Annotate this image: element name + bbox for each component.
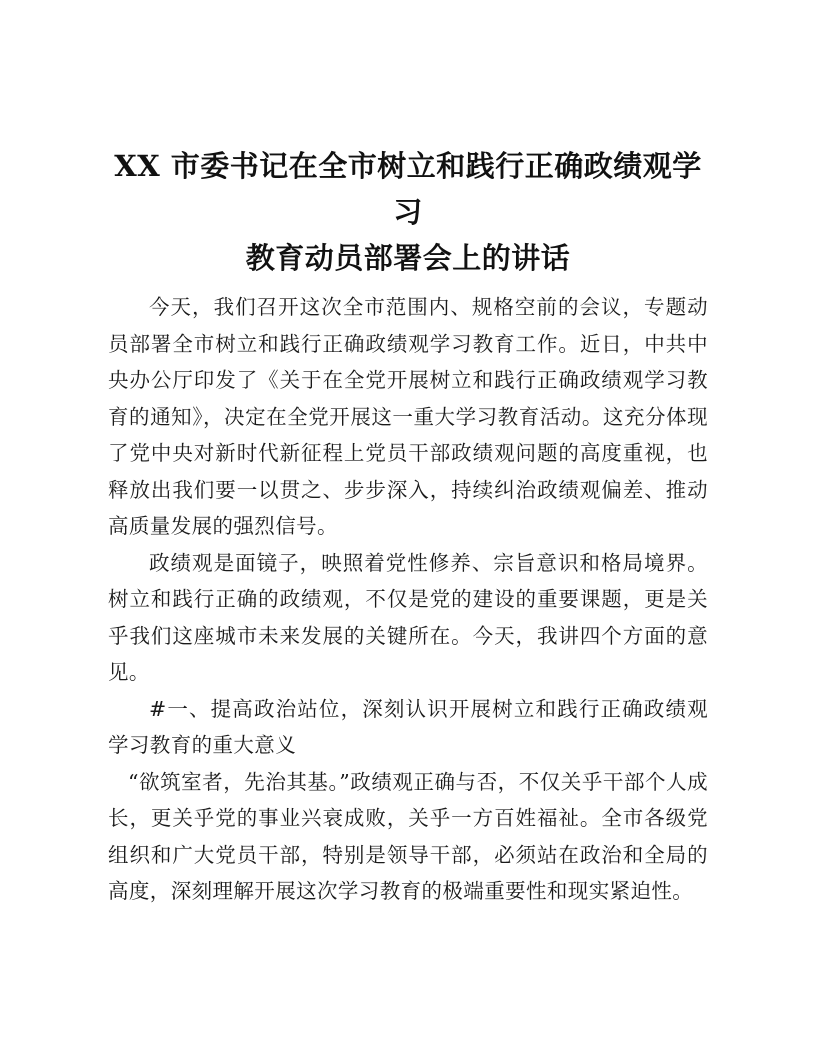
paragraph-section-one: “欲筑室者，先治其基。”政绩观正确与否，不仅关乎干部个人成长，更关乎党的事业兴衰成败，关乎一方百姓福祉。全市各级党组织和广大党员干部，特别是领导干部，必须站在政治和全局的高度，深刻理解开展这次学习教育的极端重要性和现实紧迫性。 — [108, 769, 708, 903]
paragraph-intro: 政绩观是面镜子，映照着党性修养、宗旨意识和格局境界。树立和践行正确的政绩观，不仅是党的建设的重要课题，更是关乎我们这座城市未来发展的关键所在。今天，我讲四个方面的意见。 — [108, 550, 708, 684]
paragraph-opening: 今天，我们召开这次全市范围内、规格空前的会议，专题动员部署全市树立和践行正确政绩观学习教育工作。近日，中共中央办公厅印发了《关于在全党开展树立和践行正确政绩观学习教育的通知》，决定在全党开展这一重大学习教育活动。这充分体现了党中央对新时代新征程上党员干部政绩观问题的高度重视，也释放出我们要一以贯之、步步深入，持续纠治政绩观偏差、推动高质量发展的强烈信号。 — [108, 295, 708, 538]
document-page — [108, 143, 708, 910]
document-title — [108, 143, 708, 281]
title-line-2: 教育动员部署会上的讲话 — [245, 241, 571, 275]
title-line-1: XX 市委书记在全市树立和践行正确政绩观学习 — [114, 149, 702, 229]
section-heading-one: #一、提高政治站位，深刻认识开展树立和践行正确政绩观学习教育的重大意义 — [108, 696, 708, 757]
